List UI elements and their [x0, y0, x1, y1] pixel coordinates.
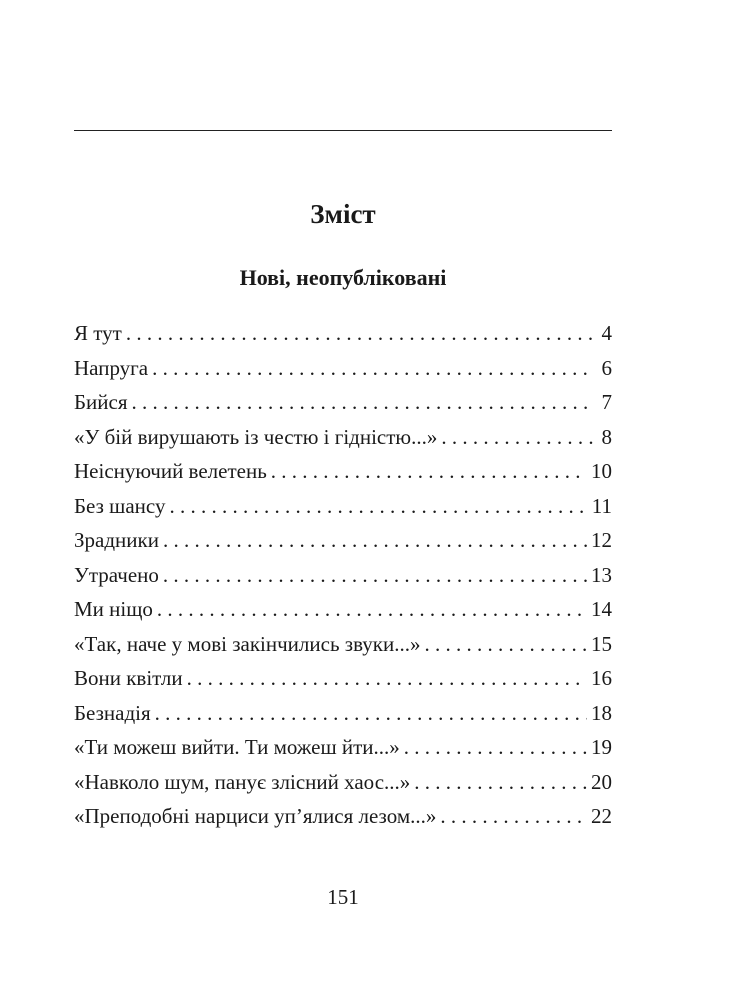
toc-entry-title: «Навколо шум, панує злісний хаос...» — [74, 769, 411, 794]
dot-leader — [271, 454, 587, 488]
dot-leader — [155, 696, 587, 730]
toc-entry-title: «Преподобні нарциси уп’ялися лезом...» — [74, 804, 437, 828]
toc-entry[interactable] — [74, 765, 612, 800]
toc-entry[interactable] — [74, 385, 612, 420]
toc-entry-title: Напруга — [74, 355, 149, 380]
dot-leader — [163, 523, 587, 557]
toc-entry-page: 13 — [591, 562, 612, 587]
toc-entry-page: 18 — [591, 700, 612, 725]
toc-entry[interactable] — [74, 627, 612, 662]
toc-entry[interactable] — [74, 523, 612, 558]
toc-entry[interactable] — [74, 730, 612, 765]
toc-entry[interactable] — [74, 696, 612, 731]
dot-leader — [441, 420, 594, 454]
toc-entry-page: 4 — [601, 321, 612, 345]
toc-entry-title: «Так, наче у мові закінчились звуки...» — [74, 631, 421, 656]
page-number: 151 — [327, 885, 359, 909]
toc-entry-page: 6 — [601, 355, 612, 380]
toc-entry-page: 22 — [591, 804, 612, 828]
dot-leader — [163, 558, 587, 592]
dot-leader — [187, 661, 587, 695]
dot-leader — [152, 351, 594, 385]
dot-leader — [169, 489, 587, 523]
toc-entry-page: 19 — [591, 735, 612, 759]
dot-leader — [126, 316, 594, 350]
toc-entry-title: Без шансу — [74, 493, 166, 518]
toc-entry-title: Неіснуючий велетень — [74, 459, 267, 483]
toc-entry-title: Я тут — [74, 321, 122, 345]
toc-entry[interactable] — [74, 558, 612, 593]
toc-entry-page: 16 — [591, 666, 612, 690]
toc-entry[interactable] — [74, 489, 612, 524]
toc-entry-title: Бийся — [74, 390, 128, 414]
toc-entry-page: 11 — [591, 493, 612, 518]
toc-entry-title: Зрадники — [74, 528, 159, 552]
toc-entry-title: Вони квітли — [74, 666, 183, 690]
toc-entry-page: 7 — [601, 390, 612, 414]
toc-entry-page: 10 — [591, 459, 612, 483]
dot-leader — [157, 592, 587, 626]
toc-entry[interactable] — [74, 799, 612, 834]
toc-entry-page: 20 — [591, 769, 612, 794]
toc-entry[interactable] — [74, 351, 612, 386]
toc-entry-page: 15 — [591, 631, 612, 656]
dot-leader — [132, 385, 594, 419]
toc-entry[interactable] — [74, 592, 612, 627]
toc-entry-title: Безнадія — [74, 700, 151, 725]
dot-leader — [440, 799, 587, 833]
toc-entry[interactable] — [74, 316, 612, 351]
toc-entry-page: 14 — [591, 597, 612, 621]
dot-leader — [404, 730, 587, 764]
toc-entry[interactable] — [74, 661, 612, 696]
toc-entry-title: Ми ніщо — [74, 597, 153, 621]
toc-heading: Зміст — [310, 199, 376, 229]
toc-entry[interactable] — [74, 420, 612, 455]
top-rule — [74, 130, 612, 131]
toc-entry[interactable] — [74, 454, 612, 489]
toc-entry-title: Утрачено — [74, 562, 159, 587]
toc-entry-page: 12 — [591, 528, 612, 552]
toc-entry-title: «Ти можеш вийти. Ти можеш йти...» — [74, 735, 400, 759]
toc-entry-page: 8 — [601, 424, 612, 449]
section-title: Нові, неопубліковані — [239, 265, 447, 290]
dot-leader — [424, 627, 587, 661]
toc-entry-title: «У бій вирушають із честю і гідністю...» — [74, 424, 438, 449]
table-of-contents — [74, 316, 612, 834]
dot-leader — [414, 765, 587, 799]
